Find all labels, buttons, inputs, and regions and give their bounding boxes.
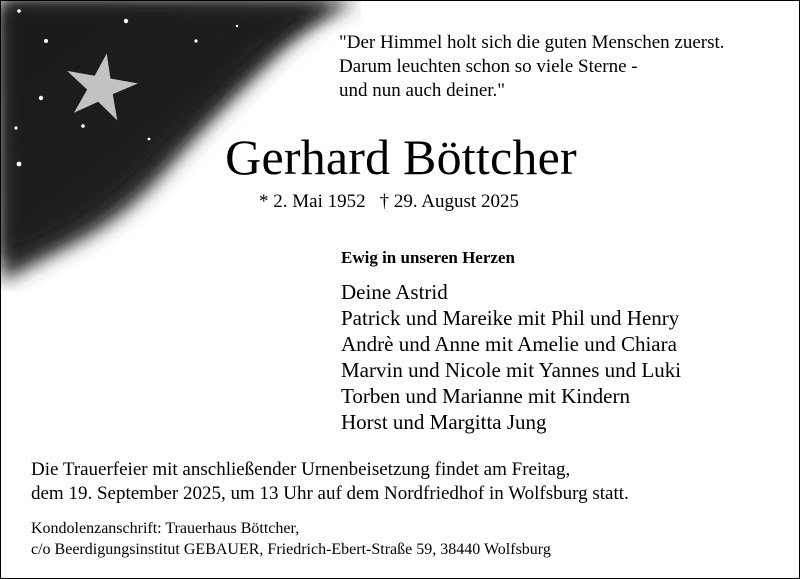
mourner: Deine Astrid	[341, 280, 448, 304]
mourner: Horst und Margitta Jung	[341, 410, 547, 434]
quote-line: Darum leuchten schon so viele Sterne -	[339, 56, 638, 77]
life-dates	[259, 190, 519, 214]
quote	[339, 31, 779, 103]
ceremony-line: dem 19. September 2025, um 13 Uhr auf dem Nordfriedhof in Wolfsburg statt.	[31, 483, 629, 504]
ceremony-notice	[31, 458, 629, 506]
mourner: Andrè und Anne mit Amelie und Chiara	[341, 332, 677, 356]
ceremony-line: Die Trauerfeier mit anschließender Urnenbeisetzung findet am Freitag,	[31, 459, 571, 480]
mourner: Patrick und Mareike mit Phil und Henry	[341, 306, 680, 330]
death-date: † 29. August 2025	[379, 191, 519, 212]
mourner: Torben und Marianne mit Kindern	[341, 384, 630, 408]
quote-line: "Der Himmel holt sich die guten Menschen zuerst.	[339, 32, 725, 53]
birth-date: * 2. Mai 1952	[259, 191, 366, 212]
motto: Ewig in unseren Herzen	[341, 248, 515, 267]
condolence-address	[31, 518, 551, 560]
mourners-list	[341, 279, 681, 435]
condolence-line: c/o Beerdigungsinstitut GEBAUER, Friedrich-Ebert-Straße 59, 38440 Wolfsburg	[31, 541, 551, 558]
deceased-name: Gerhard Böttcher	[225, 129, 577, 185]
quote-line: und nun auch deiner."	[339, 80, 506, 101]
mourner: Marvin und Nicole mit Yannes und Luki	[341, 358, 682, 382]
condolence-line: Kondolenzanschrift: Trauerhaus Böttcher,	[31, 520, 300, 537]
